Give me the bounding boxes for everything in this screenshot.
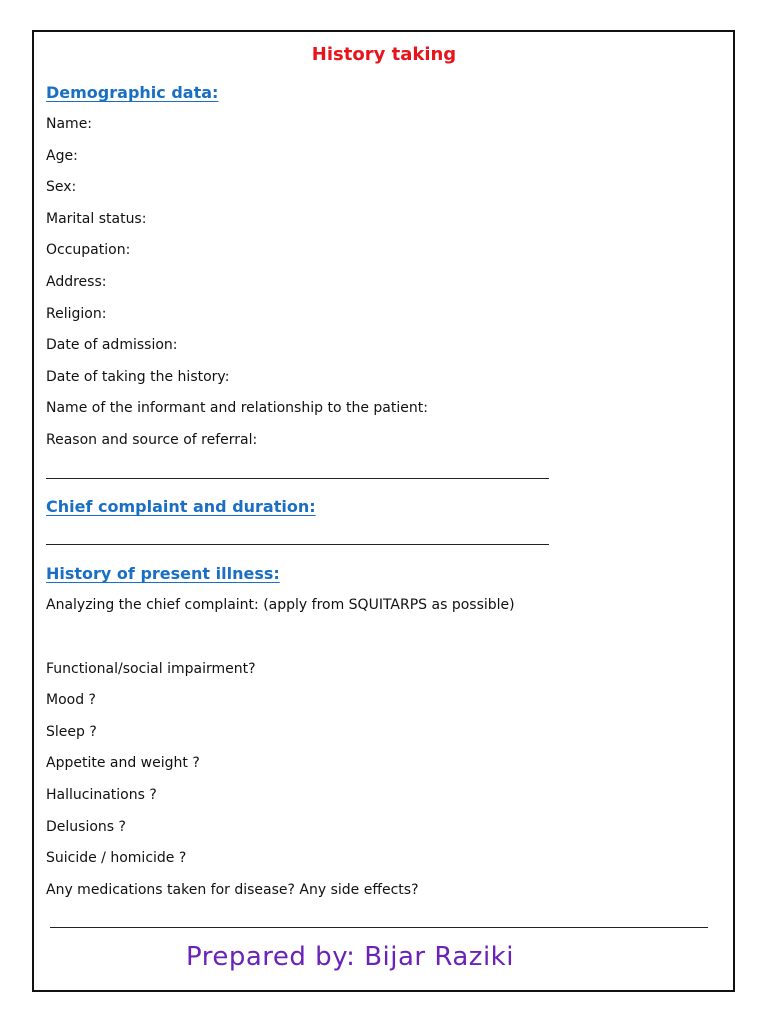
field-address: Address: [46,274,107,290]
page-title: History taking [311,44,457,65]
question-suicide: Suicide / homicide ? [46,850,187,866]
divider-line [46,544,549,545]
question-medications: Any medications taken for disease? Any side effects? [46,882,419,898]
chief-complaint-heading: Chief complaint and duration: [46,497,316,516]
field-age: Age: [46,148,78,164]
footer-credit: Prepared by: Bijar Raziki [186,942,514,972]
present-illness-intro: Analyzing the chief complaint: (apply from SQUITARPS as possible) [46,597,515,613]
question-functional: Functional/social impairment? [46,661,256,677]
field-marital-status: Marital status: [46,211,147,227]
field-date-of-history: Date of taking the history: [46,369,230,385]
field-sex: Sex: [46,179,77,195]
field-name: Name: [46,116,93,132]
demographic-heading: Demographic data: [46,83,219,102]
field-occupation: Occupation: [46,242,131,258]
question-appetite: Appetite and weight ? [46,755,200,771]
question-sleep: Sleep ? [46,724,97,740]
question-delusions: Delusions ? [46,819,126,835]
field-date-of-admission: Date of admission: [46,337,178,353]
field-referral: Reason and source of referral: [46,432,258,448]
field-religion: Religion: [46,306,107,322]
divider-line [46,478,549,479]
present-illness-heading: History of present illness: [46,564,280,583]
question-hallucinations: Hallucinations ? [46,787,157,803]
divider-line [50,927,708,928]
field-informant: Name of the informant and relationship to the patient: [46,400,428,416]
question-mood: Mood ? [46,692,96,708]
